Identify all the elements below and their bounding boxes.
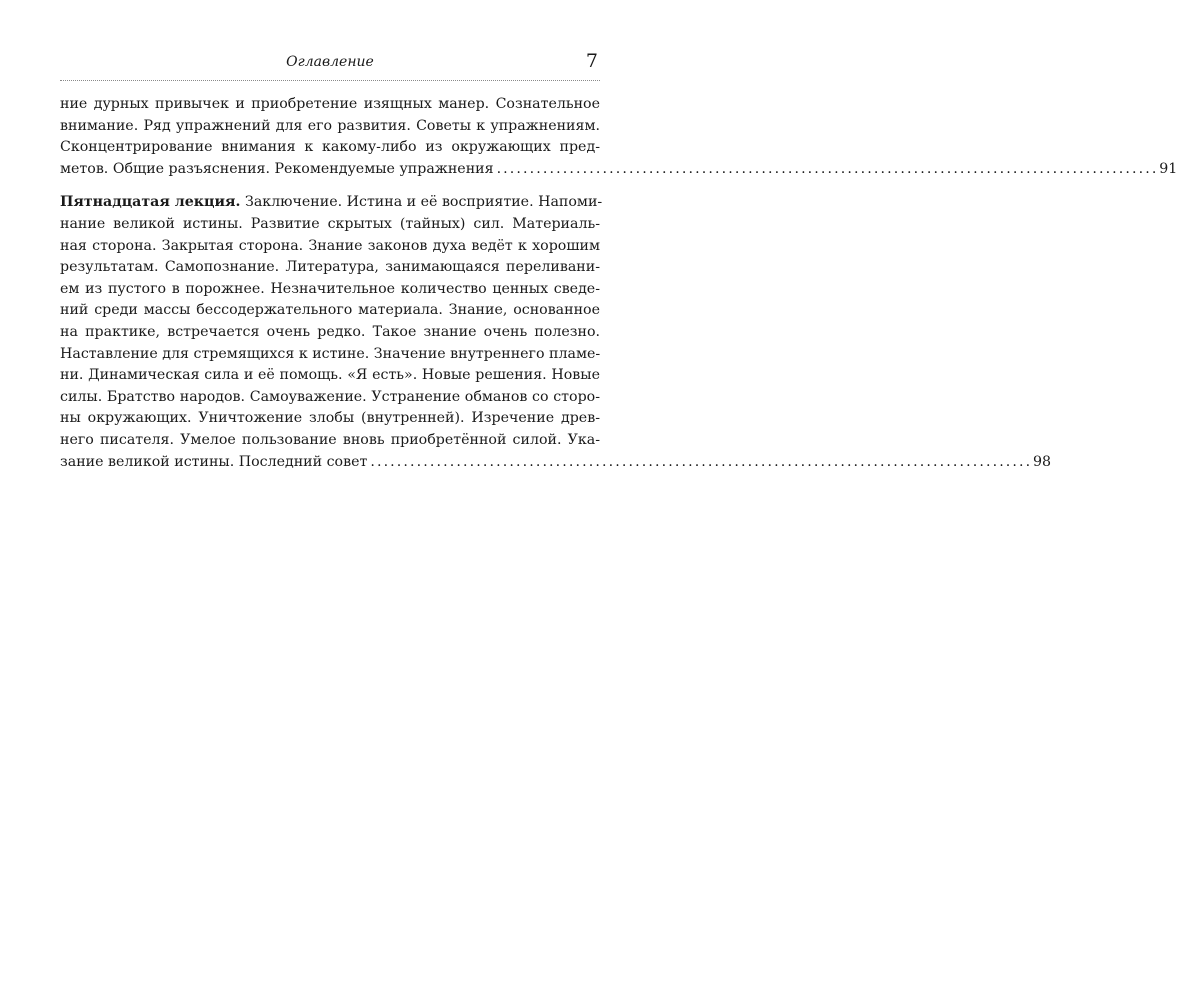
- toc-line: [60, 430, 600, 452]
- toc-line: [60, 94, 600, 116]
- toc-line-text: Наставление для стремящихся к истине. Значение внутреннего пламе-: [60, 345, 601, 362]
- toc-line: [60, 137, 600, 159]
- toc-line: [60, 322, 600, 344]
- toc-line: [60, 344, 600, 366]
- toc-line: [60, 214, 600, 236]
- toc-entry-lecture-15[interactable]: [60, 192, 1052, 473]
- lecture-first-line-text: Заключение. Истина и её восприятие. Напоми-: [245, 194, 603, 211]
- toc-line-text: ны окружающих. Уничтожение злобы (внутренней). Изречение древ-: [60, 410, 600, 427]
- toc-line-text: ная сторона. Закрытая сторона. Знание законов духа ведёт к хорошим: [60, 237, 600, 254]
- dot-leader: [497, 159, 1156, 181]
- toc-line-text: зание великой истины. Последний совет: [60, 453, 368, 470]
- table-of-contents: [60, 94, 1177, 485]
- toc-line-text: ние дурных привычек и приобретение изящных манер. Сознательное: [60, 96, 600, 112]
- toc-line: [60, 365, 600, 387]
- toc-last-line: [60, 452, 1052, 474]
- page-number: 7: [585, 50, 598, 72]
- toc-line: [60, 279, 600, 301]
- running-header: [60, 50, 600, 81]
- toc-line: [60, 116, 600, 138]
- toc-line-text: Сконцентрирование внимания к какому-либо из окружающих пред-: [60, 139, 600, 156]
- header-title: Оглавление: [286, 54, 374, 70]
- toc-line: [60, 257, 600, 279]
- toc-line: [60, 387, 600, 409]
- toc-line: [60, 408, 600, 430]
- toc-line: [60, 236, 600, 258]
- toc-line-text: нание великой истины. Развитие скрытых (тайных) сил. Материаль-: [60, 215, 600, 232]
- toc-line-text: метов. Общие разъяснения. Рекомендуемые упражнения: [60, 160, 494, 177]
- toc-line-text: [60, 192, 602, 214]
- toc-line-text: на практике, встречается очень редко. Такое знание очень полезно.: [60, 323, 600, 340]
- toc-page-ref: 91: [1159, 160, 1177, 177]
- toc-line-text: ем из пустого в порожнее. Незначительное количество ценных сведе-: [60, 280, 600, 297]
- toc-entry-continuation[interactable]: [60, 94, 1177, 180]
- lecture-title: Пятнадцатая лекция.: [60, 194, 241, 211]
- toc-line: [60, 192, 603, 214]
- toc-line-text: результатам. Самопознание. Литература, занимающаяся переливани-: [60, 259, 600, 276]
- toc-line-text: ний среди массы бессодержательного материала. Знание, основанное: [60, 302, 600, 319]
- toc-line-text: ни. Динамическая сила и её помощь. «Я есть». Новые решения. Новые: [60, 367, 600, 384]
- toc-line-text: него писателя. Умелое пользование вновь приобретённой силой. Ука-: [60, 431, 600, 448]
- dot-leader: [370, 452, 1029, 474]
- toc-line: [60, 300, 600, 322]
- toc-last-line: [60, 159, 1177, 181]
- toc-line-text: внимание. Ряд упражнений для его развития. Советы к упражнениям.: [60, 117, 600, 134]
- toc-page-ref: 98: [1032, 453, 1052, 470]
- toc-line-text: силы. Братство народов. Самоуважение. Устранение обманов со сторо-: [60, 388, 600, 405]
